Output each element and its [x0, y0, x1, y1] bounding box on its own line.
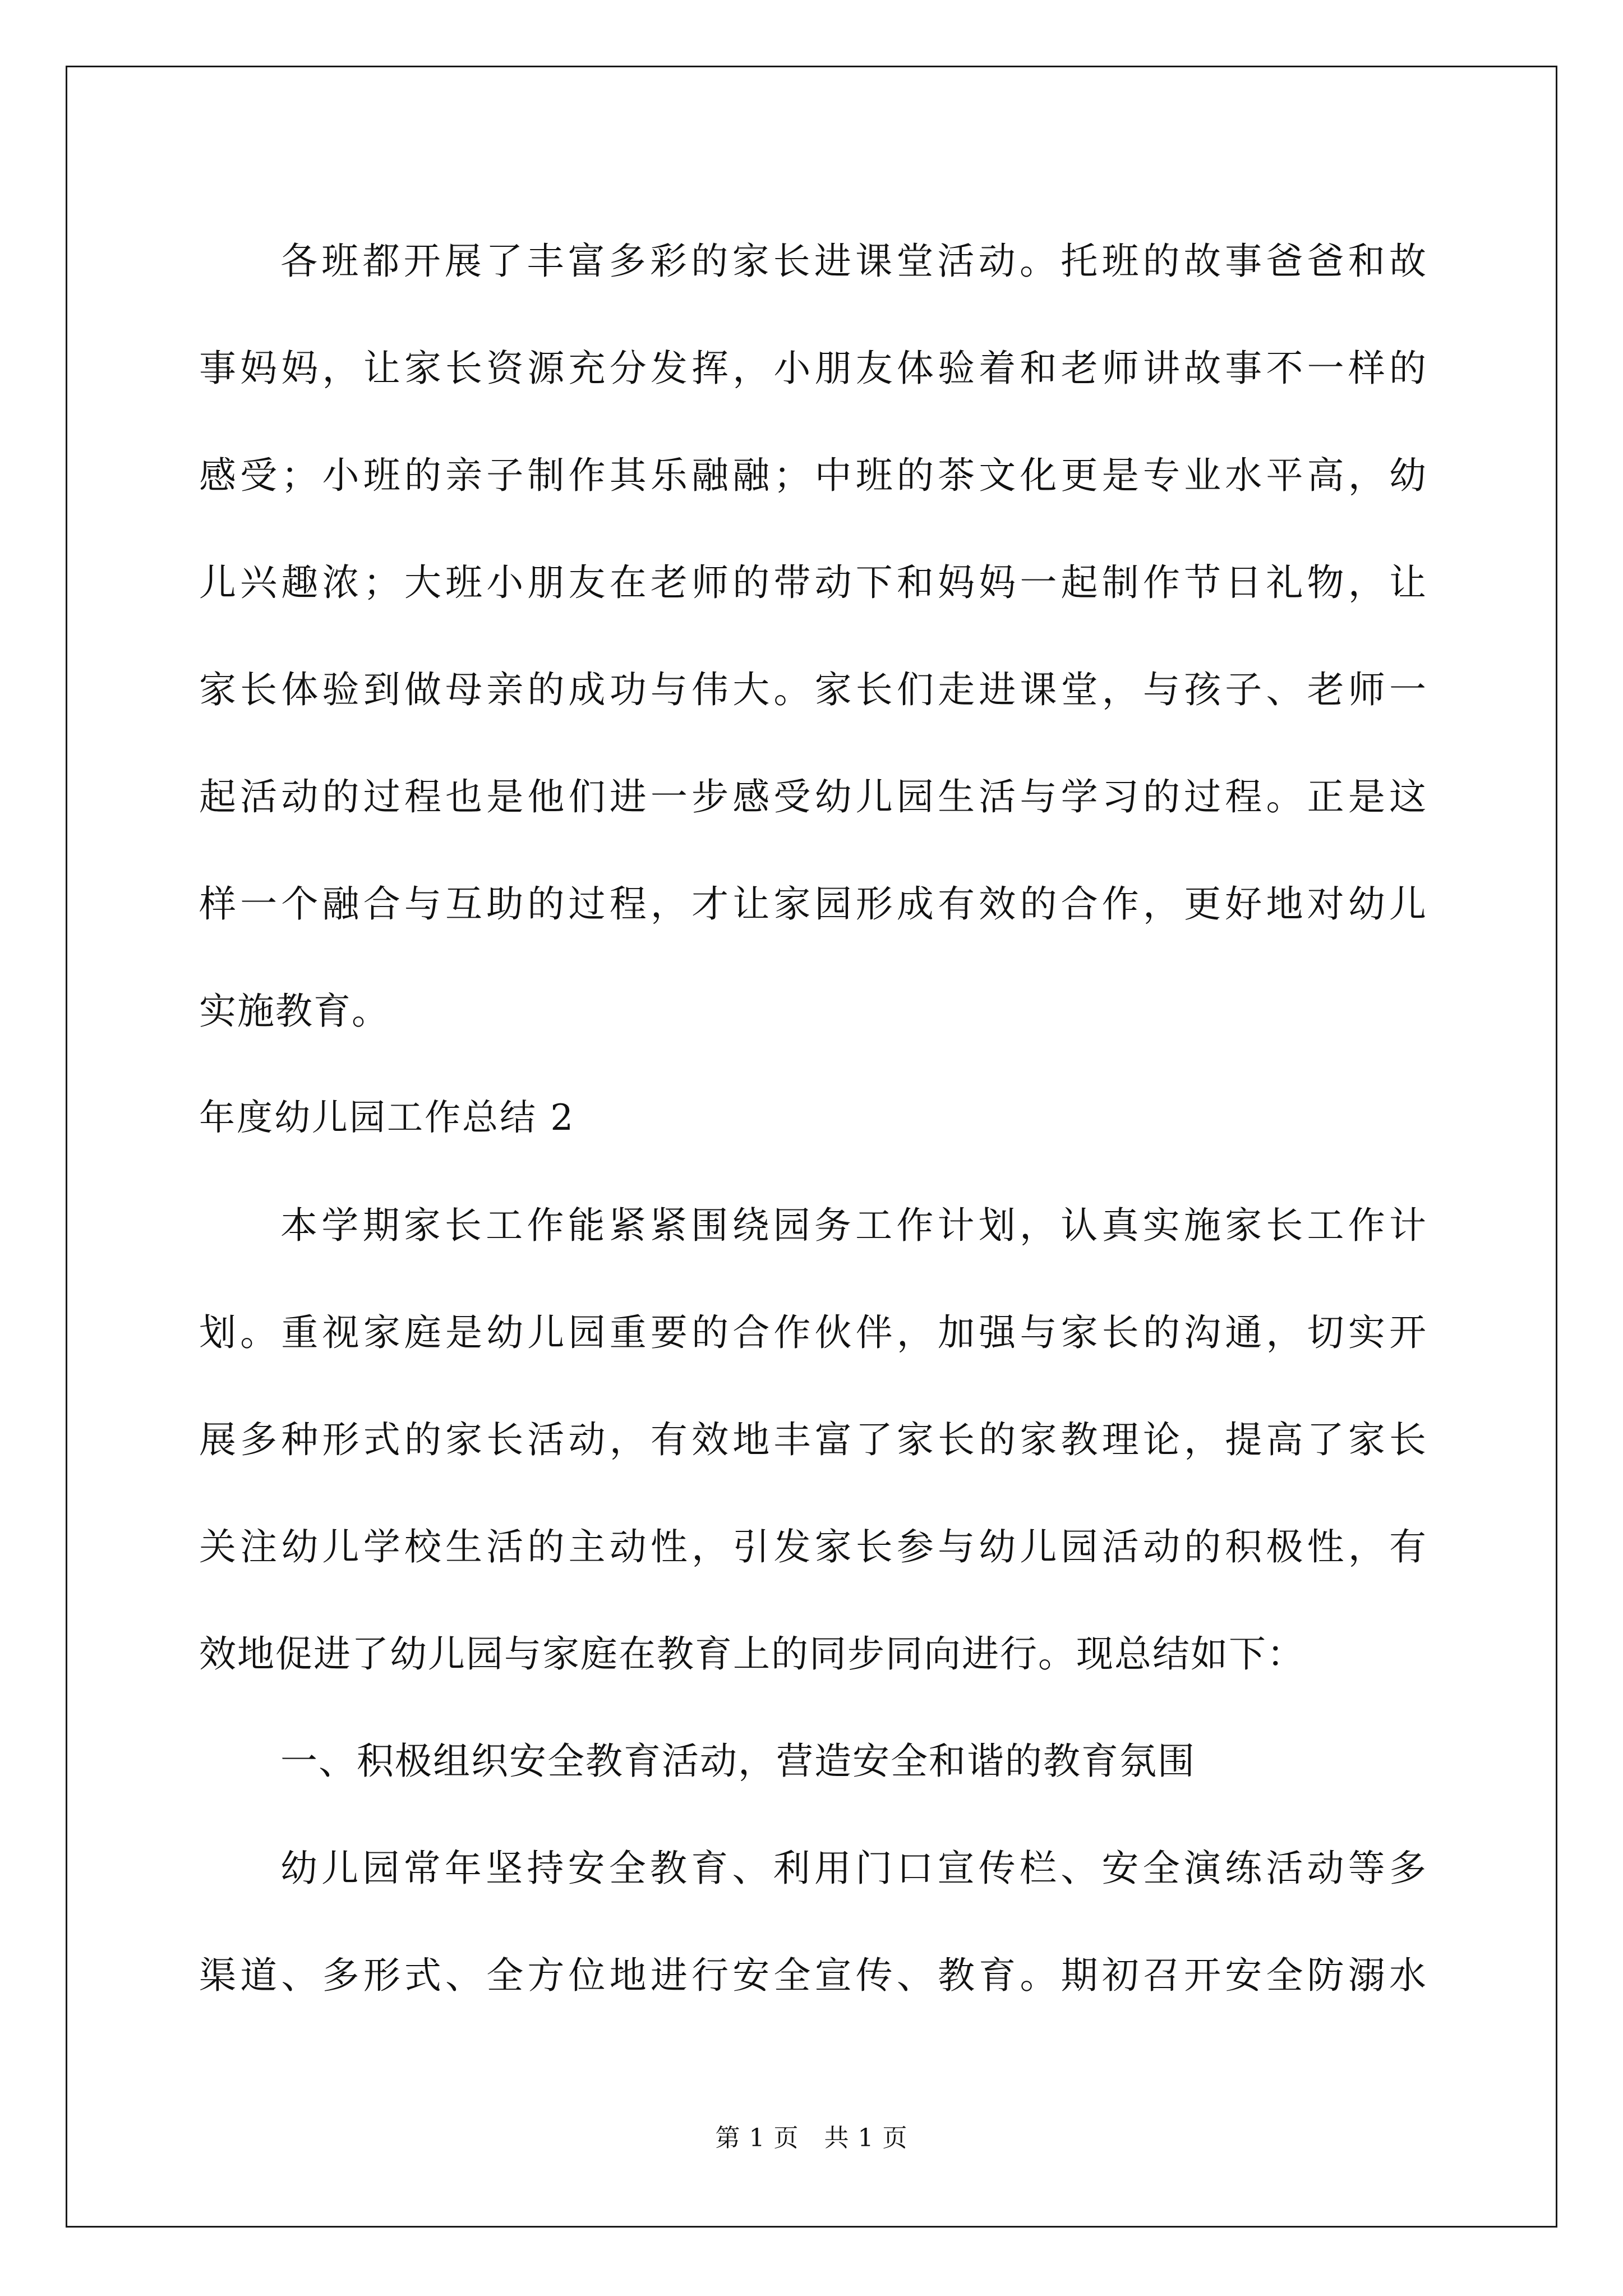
paragraph-line: 幼儿园常年坚持安全教育、利用门口宣传栏、安全演练活动等多 — [280, 1847, 1427, 1890]
paragraph-line: 实施教育。 — [199, 990, 390, 1033]
paragraph-line: 样一个融合与互助的过程，才让家园形成有效的合作，更好地对幼儿 — [199, 882, 1427, 926]
paragraph-line: 起活动的过程也是他们进一步感受幼儿园生活与学习的过程。正是这 — [199, 775, 1427, 818]
paragraph-line: 展多种形式的家长活动，有效地丰富了家长的家教理论，提高了家长 — [199, 1418, 1427, 1461]
page-number-footer: 第 1 页 共 1 页 — [715, 2124, 908, 2152]
paragraph-line: 划。重视家庭是幼儿园重要的合作伙伴，加强与家长的沟通，切实开 — [199, 1311, 1427, 1354]
paragraph-line: 关注幼儿学校生活的主动性，引发家长参与幼儿园活动的积极性，有 — [199, 1525, 1427, 1568]
subsection-heading: 一、积极组织安全教育活动，营造安全和谐的教育氛围 — [280, 1740, 1196, 1783]
paragraph-line: 本学期家长工作能紧紧围绕园务工作计划，认真实施家长工作计 — [280, 1204, 1427, 1247]
paragraph-line: 事妈妈，让家长资源充分发挥，小朋友体验着和老师讲故事不一样的 — [199, 347, 1427, 390]
paragraph-line: 感受；小班的亲子制作其乐融融；中班的茶文化更是专业水平高，幼 — [199, 454, 1427, 497]
section-heading: 年度幼儿园工作总结 2 — [199, 1097, 575, 1139]
paragraph-line: 各班都开展了丰富多彩的家长进课堂活动。托班的故事爸爸和故 — [280, 240, 1427, 283]
document-body — [199, 208, 1427, 2029]
paragraph-line: 儿兴趣浓；大班小朋友在老师的带动下和妈妈一起制作节日礼物，让 — [199, 561, 1427, 604]
paragraph-line: 效地促进了幼儿园与家庭在教育上的同步同向进行。现总结如下： — [199, 1632, 1305, 1676]
paragraph-line: 渠道、多形式、全方位地进行安全宣传、教育。期初召开安全防溺水 — [199, 1954, 1427, 1997]
paragraph-line: 家长体验到做母亲的成功与伟大。家长们走进课堂，与孩子、老师一 — [199, 668, 1427, 711]
